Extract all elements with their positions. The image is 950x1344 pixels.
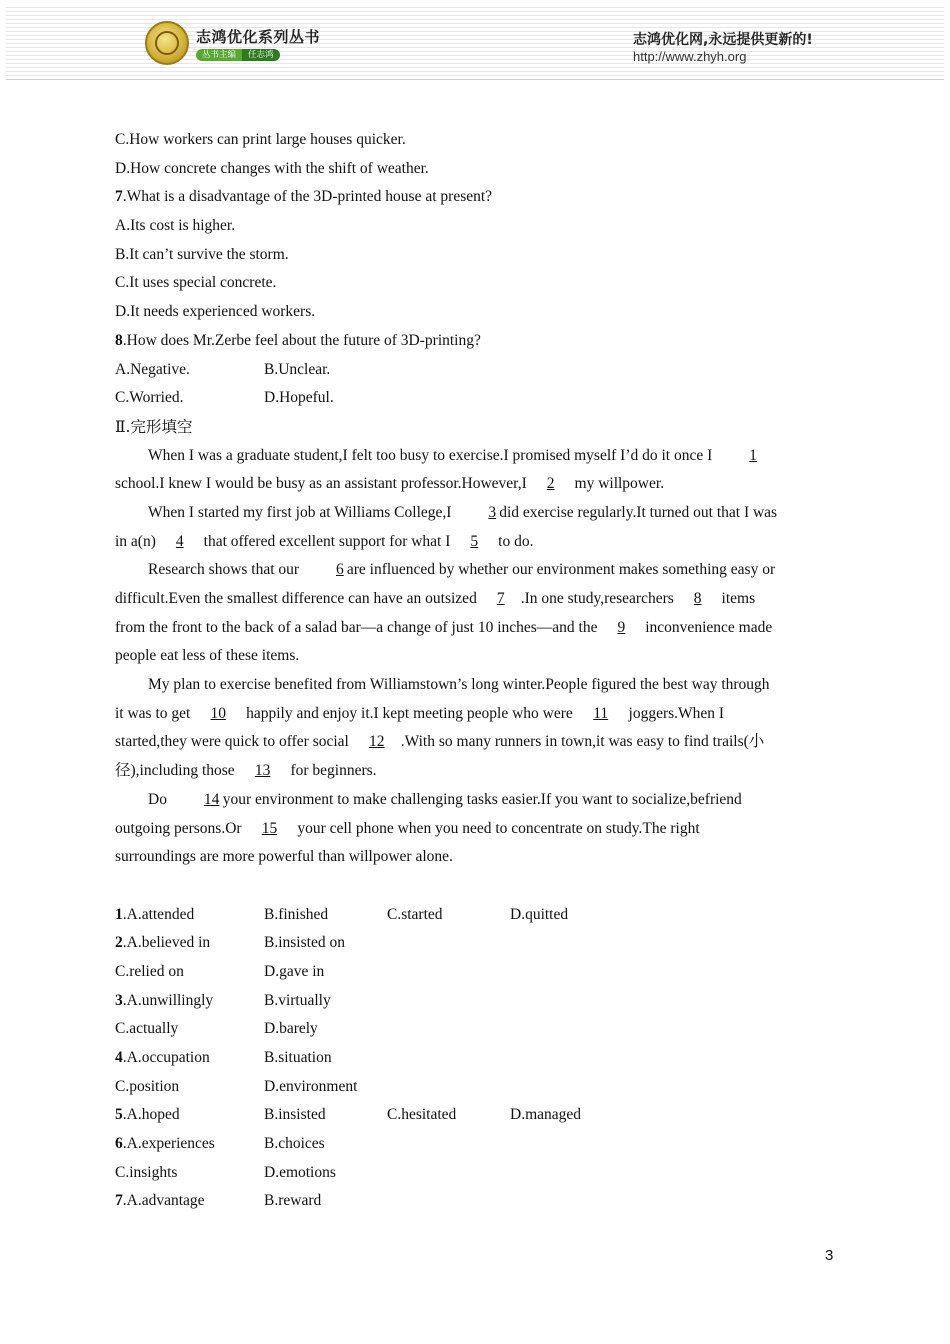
option-text: .A.advantage [122,1192,205,1210]
page-number: 3 [825,1247,834,1264]
option-row-3 [115,987,837,1016]
passage-text: to do. [494,532,534,550]
q8-option-d: D.Hopeful. [264,389,334,407]
passage-text: When I started my first job at Williams College,I [148,503,456,521]
q8-options-row-1 [115,356,837,385]
passage-text: started,they were quick to offer social [115,733,353,751]
option-a [115,1044,210,1073]
passage-line [115,442,837,471]
blank-6: 6 [335,561,344,579]
option-number: 1 [115,905,123,923]
blank-2: 2 [546,475,555,493]
blank-9: 9 [617,618,626,636]
option-a [115,901,194,930]
passage-line [115,757,837,786]
option-b: B.situation [264,1049,332,1066]
option-c: C.started [387,905,443,923]
option-d: D.quitted [510,905,569,923]
option-row-5 [115,1101,837,1130]
option-b: B.insisted on [264,934,345,952]
passage-text: .With so many runners in town,it was easy to find trails(小 [400,733,765,751]
option-b: B.choices [264,1135,325,1153]
q7-option-a: A.Its cost is higher. [115,217,236,235]
passage-text: my willpower. [570,475,665,493]
page-header [0,0,950,80]
q7-option-b: B.It can’t survive the storm. [115,245,289,263]
option-number: 3 [115,991,123,1009]
blank-15: 15 [261,819,278,837]
passage-line: surroundings are more powerful than willpower alone. [115,848,453,866]
option-c: C.actually [115,1020,179,1038]
option-number: 7 [115,1192,123,1210]
passage-text: your environment to make challenging tasks easier.If you want to socialize,befriend [218,790,742,808]
blank-5: 5 [470,532,479,550]
passage-line [115,728,837,757]
option-row-4b [115,1073,837,1102]
option-c: C.relied on [115,962,184,980]
blank-13: 13 [254,762,271,780]
header-url[interactable]: http://www.zhyh.org [633,49,747,64]
option-c: C.hesitated [387,1106,457,1124]
passage-line: people eat less of these items. [115,647,300,665]
passage-text: are influenced by whether our environment makes something easy or [342,561,776,579]
passage-text: happily and enjoy it.I kept meeting people who were [242,704,577,722]
passage-text: did exercise regularly.It turned out that I was [495,503,778,521]
option-row-6 [115,1130,837,1159]
brand-subtitle [196,49,280,61]
question-number: 8 [115,331,123,349]
option-a [115,1101,180,1130]
option-b: B.finished [264,905,329,923]
q8-options-row-2 [115,384,837,413]
option-number: 5 [115,1106,123,1124]
passage-text: Research shows that our [148,561,303,579]
passage-line [115,614,837,643]
blank-7: 7 [496,590,505,607]
option-text: .A.attended [122,905,195,923]
option-a [115,1130,215,1159]
page-content [115,126,837,1216]
passage-text: it was to get [115,704,195,722]
option-d: D.managed [510,1106,582,1124]
passage-text: your cell phone when you need to concentrate on study.The right [293,819,700,837]
passage-line [115,815,837,844]
q6-option-d: D.How concrete changes with the shift of weather. [115,159,429,177]
passage-text: in a(n) [115,532,160,550]
header-slogan: 志鸿优化网,永远提供更新的! [633,32,813,48]
question-8 [115,327,837,356]
passage-text: When I was a graduate student,I felt too busy to exercise.I promised myself I’d do it once I [148,446,717,464]
option-b: B.insisted [264,1106,326,1124]
passage-text: that offered excellent support for what I [199,532,455,550]
blank-3: 3 [488,503,497,521]
brand-logo-icon [145,21,189,65]
passage-line [115,786,837,815]
passage-text: difficult.Even the smallest difference can have an outsized [115,590,481,607]
option-d: D.environment [264,1077,358,1095]
brand-title: 志鸿优化系列丛书 [196,28,321,46]
blank-8: 8 [693,590,702,607]
option-d: D.gave in [264,962,325,980]
option-b: B.virtually [264,991,331,1009]
blank-4: 4 [175,532,184,550]
option-number: 4 [115,1049,123,1066]
passage-line [115,700,837,729]
passage-text: inconvenience made [641,618,773,636]
passage-text: for beginners. [286,762,377,780]
option-text: .A.experiences [122,1135,215,1153]
q8-option-b: B.Unclear. [264,360,331,378]
option-row-3b [115,1015,837,1044]
passage-line [115,528,837,557]
blank-10: 10 [210,704,226,722]
passage-text: .In one study,researchers [520,590,678,607]
passage-text: outgoing persons.Or [115,819,246,837]
passage-text: school.I knew I would be busy as an assistant professor.However,I [115,475,531,493]
option-text: .A.believed in [122,934,211,952]
passage-line [115,499,837,528]
option-d: D.barely [264,1020,318,1038]
passage-text: joggers.When I [624,704,725,722]
header-divider [6,79,944,80]
question-stem: .What is a disadvantage of the 3D-printed house at present? [122,188,493,206]
passage-line [115,556,837,585]
option-a [115,987,213,1016]
option-d: D.emotions [264,1163,336,1181]
q7-option-c: C.It uses special concrete. [115,274,277,292]
option-b: B.reward [264,1192,322,1210]
passage-text: from the front to the back of a salad bar—a change of just 10 inches—and the [115,618,602,636]
option-a [115,1187,205,1216]
question-7 [115,183,837,212]
brand-sub-label: 丛书主编 [196,49,242,61]
section-title: Ⅱ.完形填空 [115,417,193,436]
blank-12: 12 [368,733,385,751]
option-text: .A.unwillingly [122,991,214,1009]
option-row-2 [115,929,837,958]
passage-line [115,585,837,614]
q6-option-c: C.How workers can print large houses quicker. [115,131,406,148]
option-text: .A.hoped [122,1106,180,1124]
q8-option-a: A.Negative. [115,360,190,378]
option-row-1 [115,901,837,930]
q7-option-d: D.It needs experienced workers. [115,303,316,321]
option-row-2b [115,958,837,987]
question-number: 7 [115,188,123,206]
option-row-6b [115,1159,837,1188]
passage-line [115,470,837,499]
brand-sub-name: 任志鸿 [242,49,280,61]
passage-line: My plan to exercise benefited from Williamstown’s long winter.People figured the best way through [148,676,770,694]
passage-text: items [717,590,756,607]
question-stem: .How does Mr.Zerbe feel about the future of 3D-printing? [122,331,481,349]
blank-11: 11 [593,704,609,722]
option-row-4 [115,1044,837,1073]
option-number: 2 [115,934,123,952]
option-c: C.insights [115,1163,178,1181]
option-row-7 [115,1187,837,1216]
option-c: C.position [115,1077,180,1095]
passage-text: Do [148,790,171,808]
passage-text: 径),including those [115,762,239,780]
blank-1: 1 [749,446,757,464]
option-number: 6 [115,1135,123,1153]
option-text: .A.occupation [122,1049,210,1066]
blank-14: 14 [203,790,220,808]
q8-option-c: C.Worried. [115,389,184,407]
option-a [115,929,210,958]
